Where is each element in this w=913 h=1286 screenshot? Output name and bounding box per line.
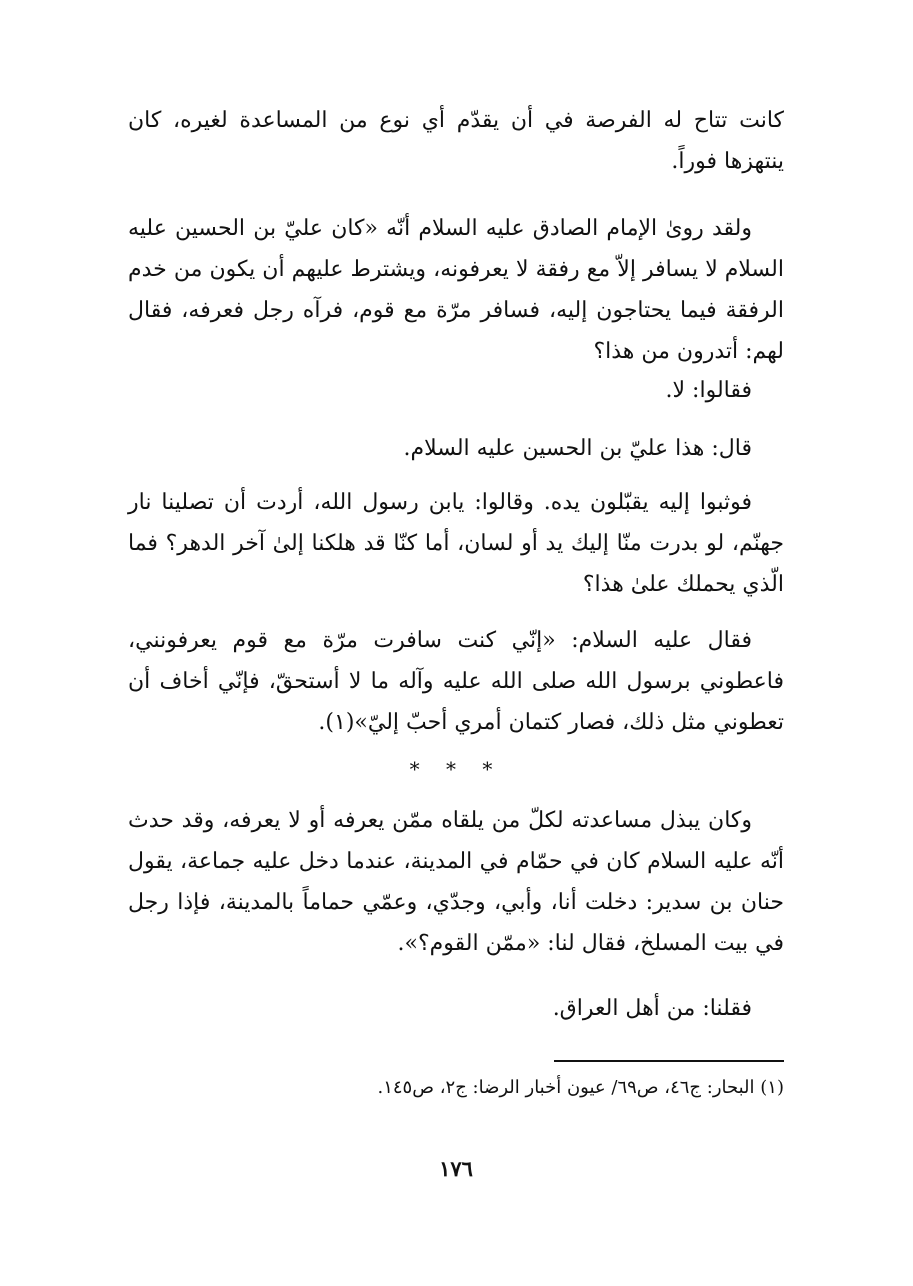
paragraph-1: كانت تتاح له الفرصة في أن يقدّم أي نوع من المساعدة لغيره، كان ينتهزها فوراً. xyxy=(128,108,784,174)
paragraph-5: فوثبوا إليه يقبّلون يده. وقالوا: يابن رسول الله، أردت أن تصلينا نار جهنّم، لو بدرت منّا إليك يد أو لسان، أما كنّا قد هلكنا إلىٰ آخر الدهر؟ فما الّذي يحملك علىٰ هذا؟ xyxy=(128,490,784,597)
paragraph-8: فقلنا: من أهل العراق. xyxy=(552,996,752,1021)
section-separator: * * * xyxy=(409,757,503,781)
paragraph-2: ولقد روىٰ الإمام الصادق عليه السلام أنّه «كان عليّ بن الحسين عليه السلام لا يسافر إلاّ مع رفقة لا يعرفونه، ويشترط عليهم أن يكون من خدم الرفقة فيما يحتاجون إليه، فسافر مرّة مع قوم، فرآه رجل فعرفه، فقال لهم: أتدرون من هذا؟ xyxy=(128,216,784,364)
footnote-divider xyxy=(554,1060,784,1062)
footnote: (١) البحار: ج٤٦، ص٦٩/ عيون أخبار الرضا: ج٢، ص١٤٥. xyxy=(377,1077,784,1098)
paragraph-6: فقال عليه السلام: «إنّي كنت سافرت مرّة مع قوم يعرفونني، فاعطوني برسول الله صلى الله عليه وآله ما لا أستحقّ، فإنّي أخاف أن تعطوني مثل ذلك، فصار كتمان أمري أحبّ إليّ»(١). xyxy=(128,628,784,735)
page-number: ١٧٦ xyxy=(439,1156,473,1181)
paragraph-4: قال: هذا عليّ بن الحسين عليه السلام. xyxy=(403,436,752,461)
paragraph-3: فقالوا: لا. xyxy=(665,378,752,403)
book-page xyxy=(128,92,784,1212)
paragraph-7: وكان يبذل مساعدته لكلّ من يلقاه ممّن يعرفه أو لا يعرفه، وقد حدث أنّه عليه السلام كان في حمّام في المدينة، عندما دخل عليه جماعة، يقول حنان بن سدير: دخلت أنا، وأبي، وجدّي، وعمّي حماماً بالمدينة، فإذا رجل في بيت المسلخ، فقال لنا: «ممّن القوم؟». xyxy=(128,808,784,956)
